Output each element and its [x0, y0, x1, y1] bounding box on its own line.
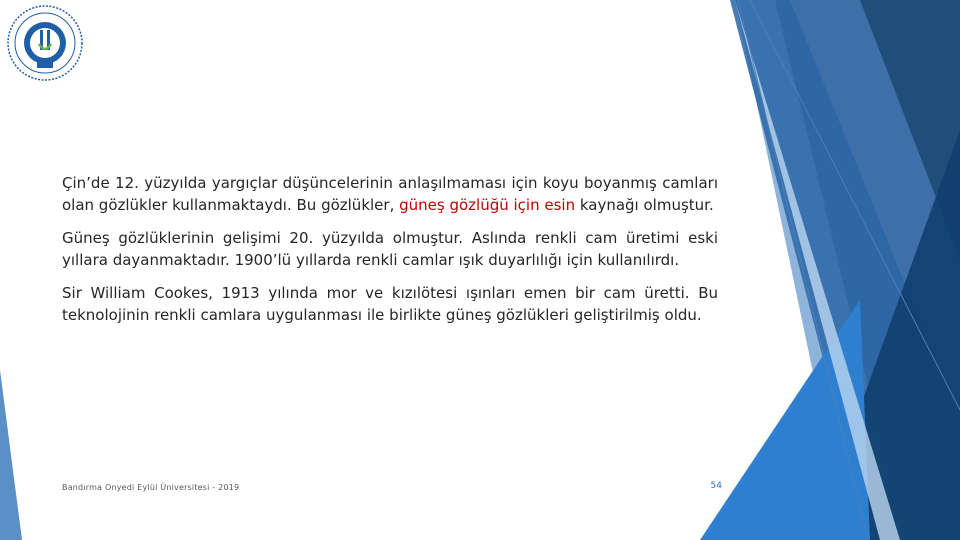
- footer-text: Bandırma Onyedi Eylül Üniversitesi - 2019: [62, 483, 240, 492]
- slide-body: [62, 172, 718, 326]
- university-logo: [6, 4, 84, 82]
- highlighted-text: güneş gözlüğü için esin: [399, 196, 576, 214]
- page-number: 54: [710, 481, 722, 491]
- paragraph-1-text-end: kaynağı olmuştur.: [575, 196, 714, 214]
- paragraph-1-text-start: Çin’de 12. yüzyılda yargıçlar düşüncelerinin anlaşılmaması için koyu boyanmış camları olan gözlükler kullanmaktaydı. Bu gözlükler,: [62, 174, 718, 214]
- paragraph-1: [62, 172, 718, 216]
- left-edge-shape: [0, 370, 22, 540]
- bottom-right-bright-triangle: [700, 300, 870, 540]
- paragraph-3: Sir William Cookes, 1913 yılında mor ve kızılötesi ışınları emen bir cam üretti. Bu teknolojinin renkli camlara uygulanması ile birlikte güneş gözlükleri geliştirilmiş oldu.: [62, 284, 718, 324]
- paragraph-2: Güneş gözlüklerinin gelişimi 20. yüzyılda olmuştur. Aslında renkli cam üretimi eski yıllara dayanmaktadır. 1900’lü yıllarda renkli camlar ışık duyarlılığı için kullanılırdı.: [62, 229, 718, 269]
